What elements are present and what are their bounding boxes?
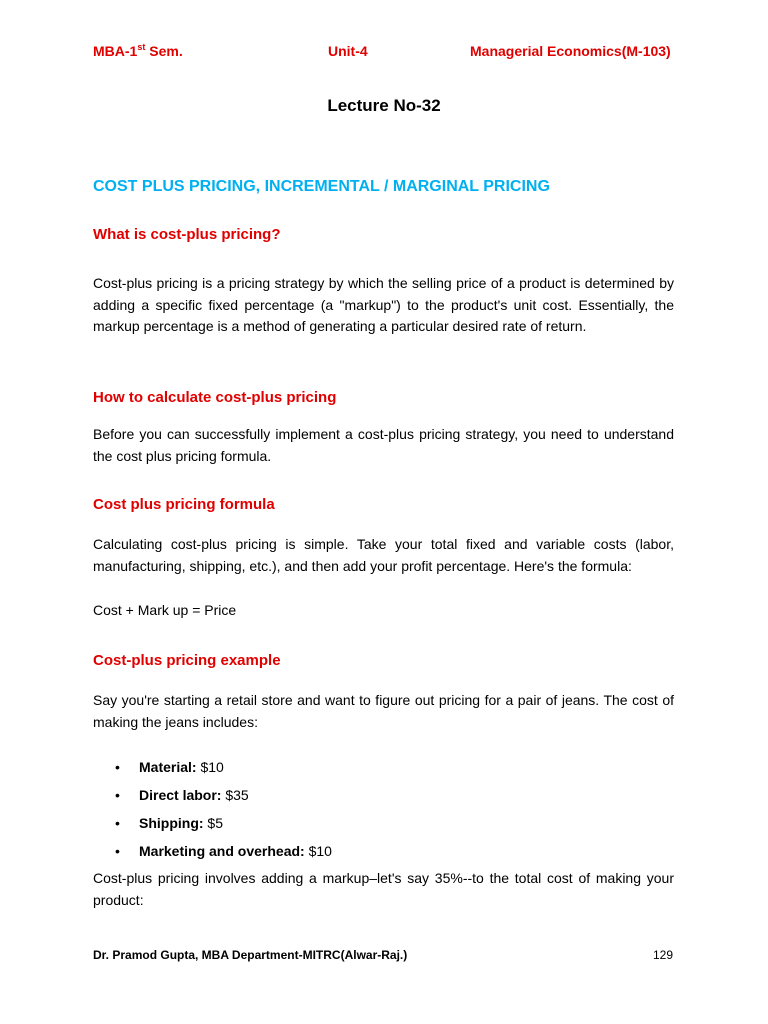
bullet-icon: • xyxy=(115,843,120,859)
heading-formula: Cost plus pricing formula xyxy=(93,496,275,513)
bullet-icon: • xyxy=(115,815,120,831)
page-number: 129 xyxy=(652,948,673,962)
paragraph-example: Say you're starting a retail store and want to figure out pricing for a pair of jeans. The cost of making the jeans includes: xyxy=(93,692,674,730)
footer-author: Dr. Pramod Gupta, MBA Department-MITRC(Alwar-Raj.) xyxy=(93,948,408,962)
lecture-title: Lecture No-32 xyxy=(327,96,441,115)
header-course: MBA-1st Sem. xyxy=(93,42,183,59)
header-subject: Managerial Economics(M-103) xyxy=(470,43,671,59)
paragraph-formula: Calculating cost-plus pricing is simple. Take your total fixed and variable costs (labor, manufacturing, shipping, etc.), and then add your profit percentage. Here's the formula: xyxy=(93,536,674,574)
formula-line: Cost + Mark up = Price xyxy=(93,602,237,618)
paragraph-how-to-calculate: Before you can successfully implement a cost-plus pricing strategy, you need to understand the cost plus pricing formula. xyxy=(93,426,674,464)
heading-what-is-cost-plus: What is cost-plus pricing? xyxy=(93,226,281,243)
heading-how-to-calculate: How to calculate cost-plus pricing xyxy=(93,389,337,406)
list-item-direct-labor: • Direct labor: $35 xyxy=(93,785,332,813)
list-item-marketing: • Marketing and overhead: $10 xyxy=(93,841,332,869)
heading-example: Cost-plus pricing example xyxy=(93,652,281,669)
list-item-shipping: • Shipping: $5 xyxy=(93,813,332,841)
list-item-material: • Material: $10 xyxy=(93,757,332,785)
header-unit: Unit-4 xyxy=(328,43,368,59)
cost-list xyxy=(93,757,332,869)
bullet-icon: • xyxy=(115,759,120,775)
paragraph-what-is-cost-plus: Cost-plus pricing is a pricing strategy by which the selling price of a product is determined by adding a specific fixed percentage (a "markup") to the product's unit cost. Essentially, the markup percentage is a method of generating a particular desired rate of return. xyxy=(93,275,674,334)
paragraph-closing: Cost-plus pricing involves adding a markup–let's say 35%--to the total cost of making your product: xyxy=(93,870,674,908)
main-title: COST PLUS PRICING, INCREMENTAL / MARGINAL PRICING xyxy=(93,178,550,195)
bullet-icon: • xyxy=(115,787,120,803)
